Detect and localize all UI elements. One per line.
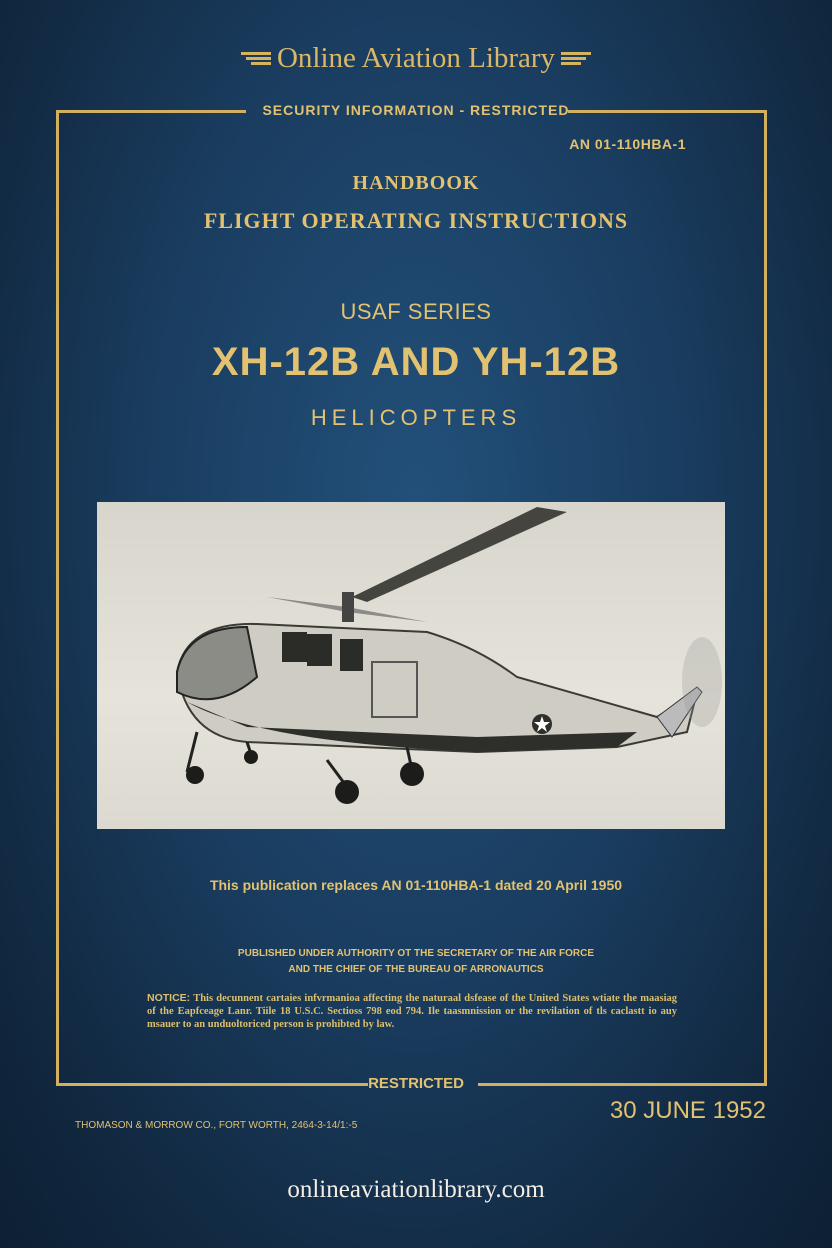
security-classification-bottom: RESTRICTED [368,1075,464,1092]
publication-date: 30 JUNE 1952 [609,1097,766,1124]
document-subtitle: FLIGHT OPERATING INSTRUCTIONS [203,208,629,233]
aircraft-type: HELICOPTERS [310,405,522,430]
notice-text: This decunnent cartaies infvrmanioa affecting the naturaal dsfease of the United States wtiate the maasiag of the Eapfceage Lanr. Tiile 18 U.S.C. Sectioss 798 eod 794. Ile taasmnission or the revilation of tls caclastt io auy msauer to an unduoltoriced person is prohibted by law. [147,993,677,1030]
document-number: AN 01-110HBA-1 [569,136,686,152]
website-url[interactable]: onlineaviationlibrary.com [287,1176,545,1203]
brand-logo [0,42,832,75]
series-label: USAF SERIES [340,299,492,324]
notice-label: NOTICE: [147,992,191,1004]
authority-line-1: PUBLISHED UNDER AUTHORITY OT THE SECRETARY OF THE AIR FORCE [237,948,595,959]
security-notice [147,992,677,1031]
frame-border-right [764,111,767,1085]
replacement-note: This publication replaces AN 01-110HBA-1 dated 20 April 1950 [209,877,623,893]
security-classification-top: SECURITY INFORMATION - RESTRICTED [262,102,570,118]
helicopter-photo [97,502,725,829]
brand-title: Online Aviation Library [276,42,556,74]
frame-border-left [56,111,59,1085]
printer-imprint: THOMASON & MORROW CO., FORT WORTH, 2464-3-14/1:-5 [75,1120,358,1131]
wing-left-icon [241,50,271,68]
wing-right-icon [561,50,591,68]
aircraft-model-title: XH-12B AND YH-12B [211,340,621,384]
authority-line-2: AND THE CHIEF OF THE BUREAU OF ARRONAUTICS [288,964,544,975]
handbook-heading: HANDBOOK [352,172,480,194]
